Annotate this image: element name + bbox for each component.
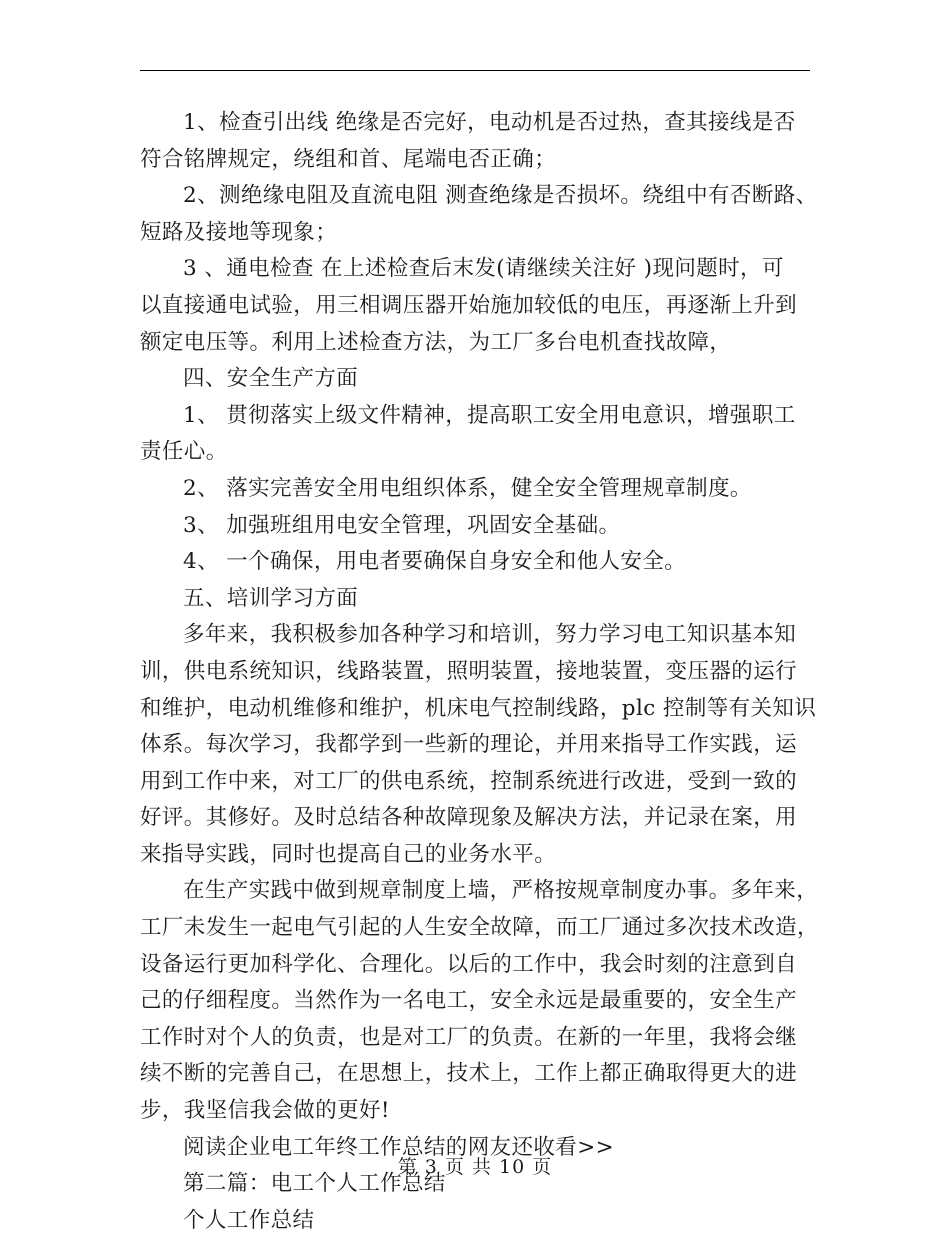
paragraph: [140, 508, 812, 545]
text-line: 2、 落实完善安全用电组织体系，健全安全管理规章制度。: [183, 475, 752, 501]
text-line: 工作时对个人的负责，也是对工厂的负责。在新的一年里，我将会继: [140, 1024, 798, 1050]
text-line: 体系。每次学习，我都学到一些新的理论，并用来指导工作实践，运: [140, 732, 798, 758]
text-line: 多年来，我积极参加各种学习和培训，努力学习电工知识基本知: [183, 622, 797, 648]
paragraph: [140, 361, 812, 398]
paragraph: [140, 581, 812, 618]
text-line: 来指导实践，同时也提高自己的业务水平。: [140, 841, 557, 867]
text-line: 责任心。: [140, 439, 228, 465]
text-line: 己的仔细程度。当然作为一名电工，安全永远是最重要的，安全生产: [140, 988, 798, 1014]
text-line: 训，供电系统知识，线路装置，照明装置，接地装置，变压器的运行: [140, 658, 798, 684]
page-footer: 第 3 页 共 10 页: [397, 1156, 553, 1178]
text-line: 工厂未发生一起电气引起的人生安全故障，而工厂通过多次技术改造，: [140, 915, 819, 941]
text-line: 额定电压等。利用上述检查方法，为工厂多台电机查找故障，: [140, 329, 732, 355]
text-line: 续不断的完善自己，在思想上，技术上，工作上都正确取得更大的进: [140, 1061, 798, 1087]
text-line: 在生产实践中做到规章制度上墙，严格按规章制度办事。多年来，: [183, 878, 819, 904]
text-line: 符合铭牌规定，绕组和首、尾端电否正确；: [140, 146, 557, 172]
text-line: 3、 加强班组用电安全管理，巩固安全基础。: [183, 512, 621, 538]
text-line: 3 、通电检查 在上述检查后末发(请继续关注好 )现问题时，可: [183, 256, 784, 282]
text-line: 第二篇：电工个人工作总结: [183, 1171, 446, 1197]
paragraph: [140, 178, 818, 251]
text-line: 以直接通电试验，用三相调压器开始施加较低的电压，再逐渐上升到: [140, 292, 798, 318]
paragraph: [140, 1203, 812, 1239]
text-line: 2、测绝缘电阻及直流电阻 测查绝缘是否损坏。绕组中有否断路、: [183, 183, 818, 209]
paragraph: [140, 544, 812, 581]
text-line: 1、检查引出线 绝缘是否完好，电动机是否过热，查其接线是否: [183, 110, 796, 135]
text-line: 4、 一个确保，用电者要确保自身安全和他人安全。: [183, 549, 687, 575]
paragraph: [140, 398, 812, 471]
text-line: 设备运行更加科学化、合理化。以后的工作中，我会时刻的注意到自: [140, 951, 798, 977]
text-line: 阅读企业电工年终工作总结的网友还收看>>: [183, 1134, 615, 1160]
text-line: 四、安全生产方面: [183, 366, 359, 392]
paragraph: [140, 873, 819, 1129]
paragraph: [140, 251, 812, 361]
text-line: 步，我坚信我会做的更好!: [140, 1098, 390, 1124]
text-line: 1、 贯彻落实上级文件精神，提高职工安全用电意识，增强职工: [183, 402, 796, 428]
paragraph: [140, 617, 817, 873]
paragraph: [140, 105, 812, 178]
text-line: 五、培训学习方面: [183, 585, 359, 611]
text-line: 短路及接地等现象；: [140, 219, 338, 245]
text-line: 个人工作总结: [183, 1207, 315, 1233]
paragraph: [140, 471, 812, 508]
text-line: 好评。其修好。及时总结各种故障现象及解决方法，并记录在案，用: [140, 805, 798, 831]
text-line: 用到工作中来，对工厂的供电系统，控制系统进行改进，受到一致的: [140, 768, 798, 794]
text-line: 和维护，电动机维修和维护，机床电气控制线路，plc 控制等有关知识: [140, 695, 817, 721]
document-body: [140, 105, 819, 1239]
header-rule: [140, 70, 810, 71]
